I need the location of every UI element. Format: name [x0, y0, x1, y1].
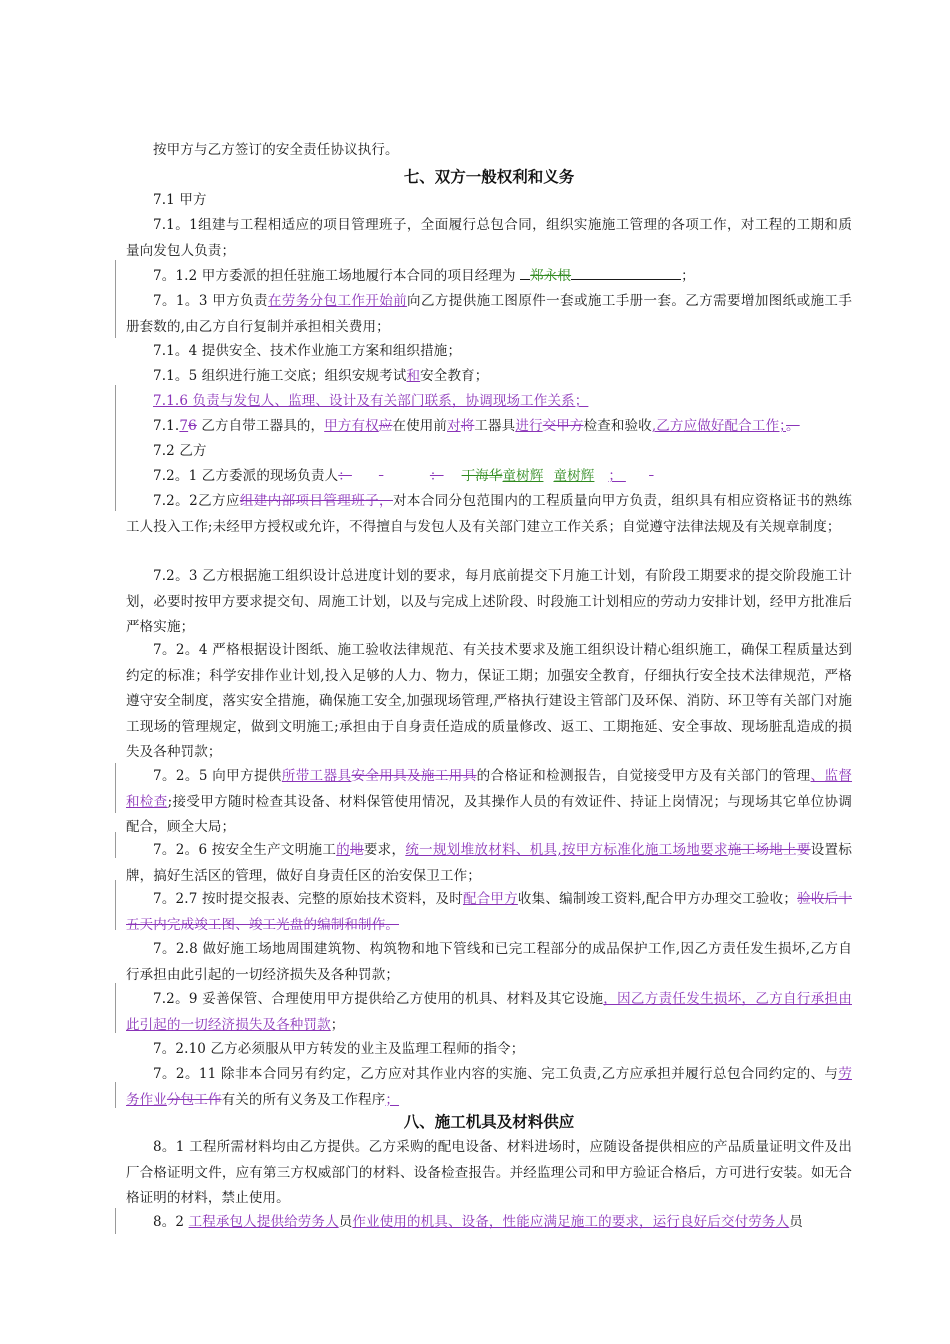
clause-7-2-4 — [126, 638, 852, 766]
clause-7-2-5 — [126, 764, 852, 841]
inserted-text: 7 — [179, 418, 189, 434]
deleted-name: 丁海华 — [461, 468, 503, 484]
inserted-text: 所带工器具 — [281, 768, 352, 784]
change-bar — [115, 260, 116, 338]
clause-text: 7。2。5 向甲方提供 — [153, 768, 282, 784]
deleted-blank — [444, 464, 462, 490]
deleted-text: 分包工作 — [166, 1091, 222, 1108]
inserted-text: 进行 — [515, 418, 543, 434]
inserted-text: 在劳务分包工作开始前 — [267, 293, 408, 309]
clause-7-2-11 — [126, 1062, 852, 1113]
inserted-text: 统一规划堆放材料、机具,按甲方标准化施工场地要求 — [405, 842, 728, 858]
clause-7-1-5 — [126, 364, 852, 390]
clause-text: 向乙方提供施工图原件一套或施工手册一套。乙方需要增加图纸或施工手册套数的,由乙方自行复制并承担相关费用； — [126, 293, 852, 335]
inserted-text: 作业使用的机具、设备，性能应满足施工的要求，运行良好后交付劳务人 — [352, 1214, 790, 1230]
inserted-text: 工程承包人提供给劳务人 — [188, 1214, 339, 1230]
clause-text: 7。1.2 甲方委派的担任驻施工场地履行本合同的项目经理为 — [153, 268, 521, 284]
inserted-text: ； — [608, 468, 623, 484]
clause-7-2-1 — [126, 464, 852, 490]
clause-text: 7。2.10 乙方必须服从甲方转发的业主及监理工程师的指令； — [153, 1041, 525, 1057]
clause-7-1-3 — [126, 289, 852, 340]
clause-text: ； — [330, 1016, 345, 1033]
paragraph-intro — [126, 138, 852, 164]
clause-text: 乙方自带工器具的， — [196, 418, 325, 434]
inserted-text: 配合甲方 — [462, 891, 518, 907]
change-bar — [115, 983, 116, 1033]
inserted-name: 童树辉 — [502, 468, 544, 484]
change-bar — [115, 485, 116, 511]
inserted-text: 劳务作业 — [126, 1066, 852, 1108]
deleted-blank — [352, 464, 430, 490]
deleted-text: 验收后十五天内完成竣工图、竣工光盘的编制和制作。 — [126, 891, 852, 933]
clause-text: 收集、编制竣工资料,配合甲方办理交工验收； — [517, 891, 798, 907]
clause-7-2-10 — [126, 1037, 852, 1063]
clause-7-1 — [126, 188, 852, 214]
change-bar — [115, 460, 116, 486]
inserted-text: 7.1.6 负责与发包人、监理、设计及有关部门联系，协调现场工作关系； — [153, 393, 589, 409]
deleted-text: 将 — [460, 418, 475, 434]
inserted-text: 的 — [336, 842, 351, 858]
change-bar — [115, 1082, 116, 1108]
change-bar — [115, 1208, 116, 1234]
section-heading-8: 八、施工机具及材料供应 — [403, 1113, 575, 1131]
clause-7-2-8 — [126, 937, 852, 988]
clause-text: 8。2 — [153, 1214, 189, 1230]
change-bar — [115, 880, 116, 930]
clause-text: 有关的所有义务及工作程序 — [221, 1091, 386, 1108]
deleted-text: ： — [338, 468, 352, 484]
deleted-text: 组建内部项目管理班子， — [239, 493, 393, 509]
clause-text: 要求， — [363, 842, 406, 858]
inserted-text: 和 — [406, 368, 421, 384]
change-bar — [115, 832, 116, 858]
clause-text: ;接受甲方随时检查其设备、材料保管使用情况，及其操作人员的有效证件、持证上岗情况；与现场其它单位协调配合，顾全大局； — [126, 793, 853, 835]
clause-text: 7.2 乙方 — [153, 443, 207, 459]
clause-7-2-9 — [126, 987, 852, 1038]
clause-8-1 — [126, 1135, 852, 1212]
clause-text: 7.2。1 乙方委派的现场负责人 — [153, 468, 339, 484]
clause-text: 设置标牌，搞好生活区的管理，做好自身责任区的治安保卫工作； — [126, 842, 853, 884]
clause-7-2-6 — [126, 838, 852, 889]
deleted-name: 郑永根 — [530, 268, 572, 284]
clause-text: 员 — [338, 1214, 353, 1230]
clause-7-2-3 — [126, 564, 852, 641]
clause-7-1-7 — [126, 414, 852, 440]
clause-text: 8。1 工程所需材料均由乙方提供。乙方采购的配电设备、材料进场时，应随设备提供相应的产品质量证明文件及出厂合格证明文件，应有第三方权威部门的材料、设备检查报告。并经监理公司和甲方验证合格后，方可进行安装。如无合格证明的材料，禁止使用。 — [126, 1139, 852, 1206]
clause-text: ； — [681, 268, 695, 284]
clause-text: 的合格证和检测报告，自觉接受甲方及有关部门的管理 — [476, 768, 811, 784]
clause-7-1-4 — [126, 339, 852, 365]
fill-blank — [571, 265, 681, 280]
inserted-blank — [594, 464, 608, 490]
deleted-text: 应 — [378, 418, 393, 434]
inserted-text: 对 — [447, 418, 461, 434]
clause-text: 7.1。5 组织进行施工交底；组织安规考试 — [153, 368, 407, 384]
clause-text: 工器具 — [474, 418, 516, 434]
fill-blank — [520, 265, 530, 280]
inserted-text: 甲方有权 — [324, 418, 379, 434]
clause-text: 检查和验收 — [583, 418, 652, 434]
clause-text: 7。2。4 严格根据设计图纸、施工验收法律规范、有关技术要求及施工组织设计精心组织施工，确保工程质量达到约定的标准；科学安排作业计划,投入足够的人力、物力，保证工期；加强安全教育，仔细执行安全技术法律规范，严格遵守安全制度，落实安全措施，确保施工安全,加强现场管理,严格执行建设主管部门及环保、消防、环卫等有关部门对施工现场的管理规定，做到文明施工;承担由于自身责任造成的质量修改、返工、工期拖延、安全事故、现场脏乱造成的损失及各种罚款； — [126, 642, 852, 760]
clause-8-2 — [126, 1210, 852, 1236]
clause-7-1-2 — [126, 264, 852, 290]
clause-text: 在使用前 — [392, 418, 448, 434]
clause-text: 7.1. — [153, 418, 180, 434]
deleted-text: 施工场地上要 — [727, 842, 811, 858]
paragraph-text: 按甲方与乙方签订的安全责任协议执行。 — [153, 142, 399, 158]
clause-text: 7。2。6 按安全生产文明施工 — [153, 842, 337, 858]
clause-text: 7.1。1组建与工程相适应的项目管理班子，全面履行总包合同，组织实施施工管理的各项工作，对工程的工期和质量向发包人负责； — [126, 217, 852, 259]
clause-text: 7.2。3 乙方根据施工组织设计总进度计划的要求，每月底前提交下月施工计划，有阶段工期要求的提交阶段施工计划，必要时按甲方要求提交旬、周施工计划，以及与完成上述阶段、时段施工计划相应的劳动力安排计划，经甲方批准后严格实施； — [126, 568, 852, 635]
clause-text: 7。1。3 甲方负责 — [153, 293, 268, 309]
clause-text: 7.1 甲方 — [153, 192, 207, 208]
inserted-text: 、监督和检查 — [126, 768, 853, 810]
clause-text: 员 — [789, 1214, 803, 1230]
inserted-text: ，因乙方责任发生损坏，乙方自行承担由此引起的一切经济损失及各种罚款 — [126, 991, 852, 1033]
clause-7-2 — [126, 439, 852, 465]
clause-text: 7.1。4 提供安全、技术作业施工方案和组织措施； — [153, 343, 462, 359]
deleted-text: 6 — [188, 418, 197, 434]
deleted-blank — [622, 464, 638, 490]
clause-7-1-6 — [126, 389, 852, 415]
clause-text: 7.2。2乙方应 — [153, 493, 240, 509]
clause-7-1-1 — [126, 213, 852, 264]
section-heading-7: 七、双方一般权利和义务 — [403, 168, 575, 186]
deleted-text: 。 — [786, 418, 800, 434]
clause-7-2-7 — [126, 887, 852, 938]
clause-text: 7。2。11 除非本合同另有约定，乙方应对其作业内容的实施、完工负责,乙方应承担并履行总包合同约定的、与 — [153, 1066, 839, 1082]
deleted-text: 安全用具及施工用具 — [351, 768, 477, 784]
clause-text: 7。2.8 做好施工场地周围建筑物、构筑物和地下管线和已完工程部分的成品保护工作,因乙方责任发生损坏,乙方自行承担由此引起的一切经济损失及各种罚款； — [126, 941, 852, 983]
clause-text: 安全教育； — [420, 368, 489, 384]
inserted-text: ； — [385, 1091, 400, 1108]
clause-text: 对本合同分包范围内的工程质量向甲方负责，组织具有相应资格证书的熟练工人投入工作;未经甲方授权或允许，不得擅自与发包人及有关部门建立工作关系；自觉遵守法律法规及有关规章制度； — [126, 493, 853, 535]
deleted-text: 交甲方 — [542, 418, 584, 434]
deleted-text: ： — [429, 468, 444, 484]
clause-7-2-2 — [126, 489, 852, 540]
deleted-text: 地 — [350, 842, 364, 858]
change-bar — [115, 763, 116, 813]
clause-text: 7.2。9 妥善保管、合理使用甲方提供给乙方使用的机具、材料及其它设施 — [153, 991, 604, 1007]
inserted-text: ,乙方应做好配合工作； — [651, 418, 787, 434]
clause-text: 7。2.7 按时提交报表、完整的原始技术资料，及时 — [153, 891, 463, 907]
inserted-name: 童树辉 — [553, 468, 595, 484]
